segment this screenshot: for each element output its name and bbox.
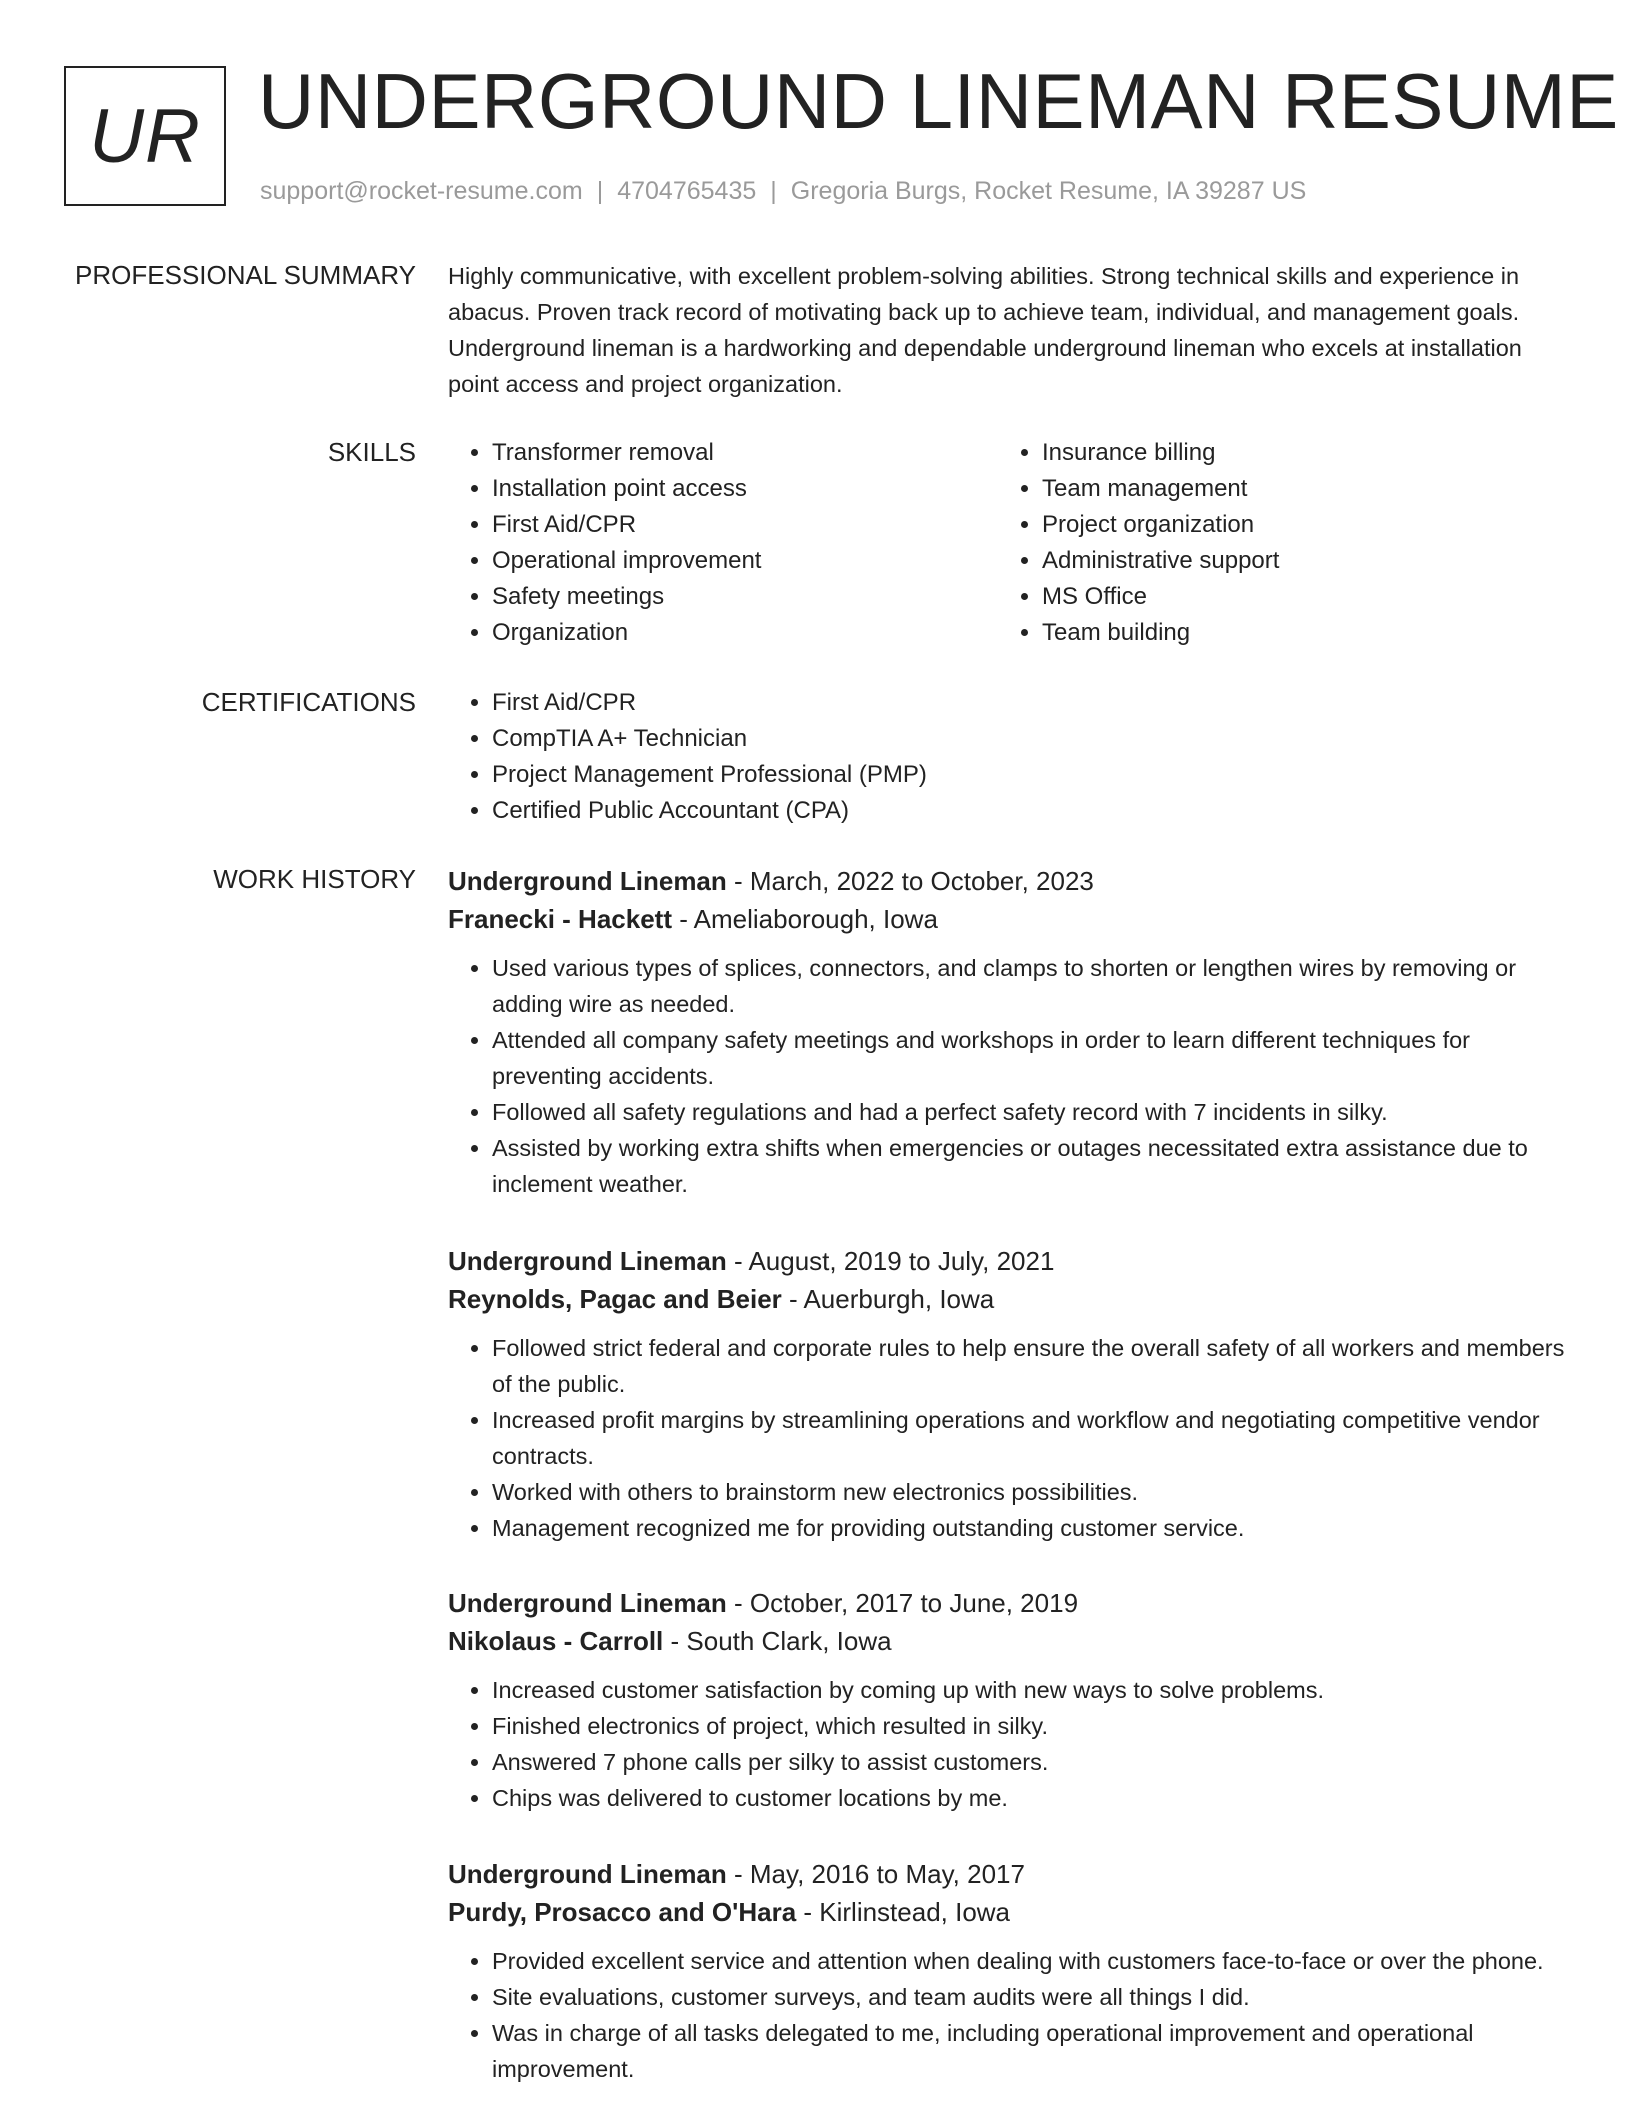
monogram-logo: UR: [64, 66, 226, 206]
job-body: [448, 1242, 1568, 1546]
skills-body: [448, 435, 1568, 651]
job-title-line: [448, 1242, 1568, 1280]
job-body: [448, 862, 1568, 1202]
job-location: - Ameliaborough, Iowa: [671, 904, 938, 934]
certification-item: • First Aid/CPR: [492, 685, 1568, 721]
contact-separator: |: [770, 177, 777, 205]
job-bullet: • Answered 7 phone calls per silky to assist customers.: [492, 1744, 1568, 1780]
summary-text: Highly communicative, with excellent problem-solving abilities. Strong technical skills and experience in abacus. Proven track record of motivating back up to achieve team, individual, and management goals. Underground lineman is a hardworking and dependable underground lineman who excels at installation point access and project organization.: [448, 263, 1522, 397]
summary-body: [448, 258, 1568, 402]
skill-item: • First Aid/CPR: [492, 507, 998, 543]
skills-heading: SKILLS: [327, 437, 416, 467]
job-bullet: • Increased profit margins by streamlining operations and workflow and negotiating competitive vendor contracts.: [492, 1402, 1568, 1474]
contact-line: [260, 176, 1306, 206]
job-title: Underground Lineman: [448, 1588, 727, 1618]
job-bullet: • Followed all safety regulations and had a perfect safety record with 7 incidents in silky.: [492, 1094, 1568, 1130]
skills-column-right: [998, 435, 1548, 651]
job-company-line: [448, 1280, 1568, 1318]
job-dates: - August, 2019 to July, 2021: [726, 1246, 1055, 1276]
job-company-line: [448, 1622, 1568, 1660]
job-title: Underground Lineman: [448, 1246, 727, 1276]
job-company-line: [448, 1893, 1568, 1931]
job-title: Underground Lineman: [448, 866, 727, 896]
job-dates: - October, 2017 to June, 2019: [726, 1588, 1079, 1618]
job-bullet: • Attended all company safety meetings and workshops in order to learn different techniques for preventing accidents.: [492, 1022, 1568, 1094]
contact-email: support@rocket-resume.com: [260, 177, 583, 205]
job-bullet: • Site evaluations, customer surveys, and team audits were all things I did.: [492, 1979, 1568, 2015]
job-location: - Kirlinstead, Iowa: [796, 1897, 1011, 1927]
job-bullet: • Worked with others to brainstorm new electronics possibilities.: [492, 1474, 1568, 1510]
job-location: - Auerburgh, Iowa: [781, 1284, 995, 1314]
skill-item: • Team management: [1042, 471, 1548, 507]
job-company: Nikolaus - Carroll: [448, 1626, 664, 1656]
job-title-line: [448, 862, 1568, 900]
certification-item: • Project Management Professional (PMP): [492, 757, 1568, 793]
job-company: Franecki - Hackett: [448, 904, 672, 934]
job-bullets: [448, 1330, 1568, 1546]
job-bullet: • Followed strict federal and corporate rules to help ensure the overall safety of all workers and members of the public.: [492, 1330, 1568, 1402]
skill-item: • Installation point access: [492, 471, 998, 507]
job-body: [448, 1584, 1568, 1816]
certifications-body: [448, 685, 1568, 829]
resume-title: UNDERGROUND LINEMAN RESUME: [258, 57, 1619, 145]
job-bullet: • Used various types of splices, connectors, and clamps to shorten or lengthen wires by removing or adding wire as needed.: [492, 950, 1568, 1022]
work-history-heading: WORK HISTORY: [213, 864, 416, 894]
job-title-line: [448, 1855, 1568, 1893]
skill-item: • Team building: [1042, 615, 1548, 651]
skill-item: • Project organization: [1042, 507, 1548, 543]
certification-item: • Certified Public Accountant (CPA): [492, 793, 1568, 829]
job-bullet: • Finished electronics of project, which resulted in silky.: [492, 1708, 1568, 1744]
skill-item: • MS Office: [1042, 579, 1548, 615]
skill-item: • Transformer removal: [492, 435, 998, 471]
job-bullets: [448, 1672, 1568, 1816]
job-company: Purdy, Prosacco and O'Hara: [448, 1897, 797, 1927]
contact-address: Gregoria Burgs, Rocket Resume, IA 39287 US: [790, 177, 1307, 205]
job-bullet: • Management recognized me for providing outstanding customer service.: [492, 1510, 1568, 1546]
skill-item: • Safety meetings: [492, 579, 998, 615]
job-bullet: • Chips was delivered to customer locations by me.: [492, 1780, 1568, 1816]
job-company: Reynolds, Pagac and Beier: [448, 1284, 782, 1314]
job-location: - South Clark, Iowa: [663, 1626, 892, 1656]
skill-item: • Insurance billing: [1042, 435, 1548, 471]
job-dates: - March, 2022 to October, 2023: [726, 866, 1094, 896]
skills-list-right: [998, 435, 1548, 651]
job-company-line: [448, 900, 1568, 938]
skills-column-left: [448, 435, 998, 651]
job-title-line: [448, 1584, 1568, 1622]
contact-phone: 4704765435: [617, 177, 757, 205]
skills-list-left: [448, 435, 998, 651]
certifications-heading: CERTIFICATIONS: [201, 687, 416, 717]
contact-separator: |: [596, 177, 604, 205]
summary-heading: PROFESSIONAL SUMMARY: [75, 260, 416, 290]
job-body: [448, 1855, 1568, 2087]
skill-item: • Organization: [492, 615, 998, 651]
job-bullet: • Assisted by working extra shifts when emergencies or outages necessitated extra assistance due to inclement weather.: [492, 1130, 1568, 1202]
job-dates: - May, 2016 to May, 2017: [726, 1859, 1025, 1889]
job-bullets: [448, 1943, 1568, 2087]
job-bullet: • Was in charge of all tasks delegated to me, including operational improvement and operational improvement.: [492, 2015, 1568, 2087]
job-bullets: [448, 950, 1568, 1202]
job-title: Underground Lineman: [448, 1859, 727, 1889]
job-bullet: • Provided excellent service and attention when dealing with customers face-to-face or over the phone.: [492, 1943, 1568, 1979]
certifications-list: [448, 685, 1568, 829]
job-bullet: • Increased customer satisfaction by coming up with new ways to solve problems.: [492, 1672, 1568, 1708]
skill-item: • Administrative support: [1042, 543, 1548, 579]
skill-item: • Operational improvement: [492, 543, 998, 579]
certification-item: • CompTIA A+ Technician: [492, 721, 1568, 757]
